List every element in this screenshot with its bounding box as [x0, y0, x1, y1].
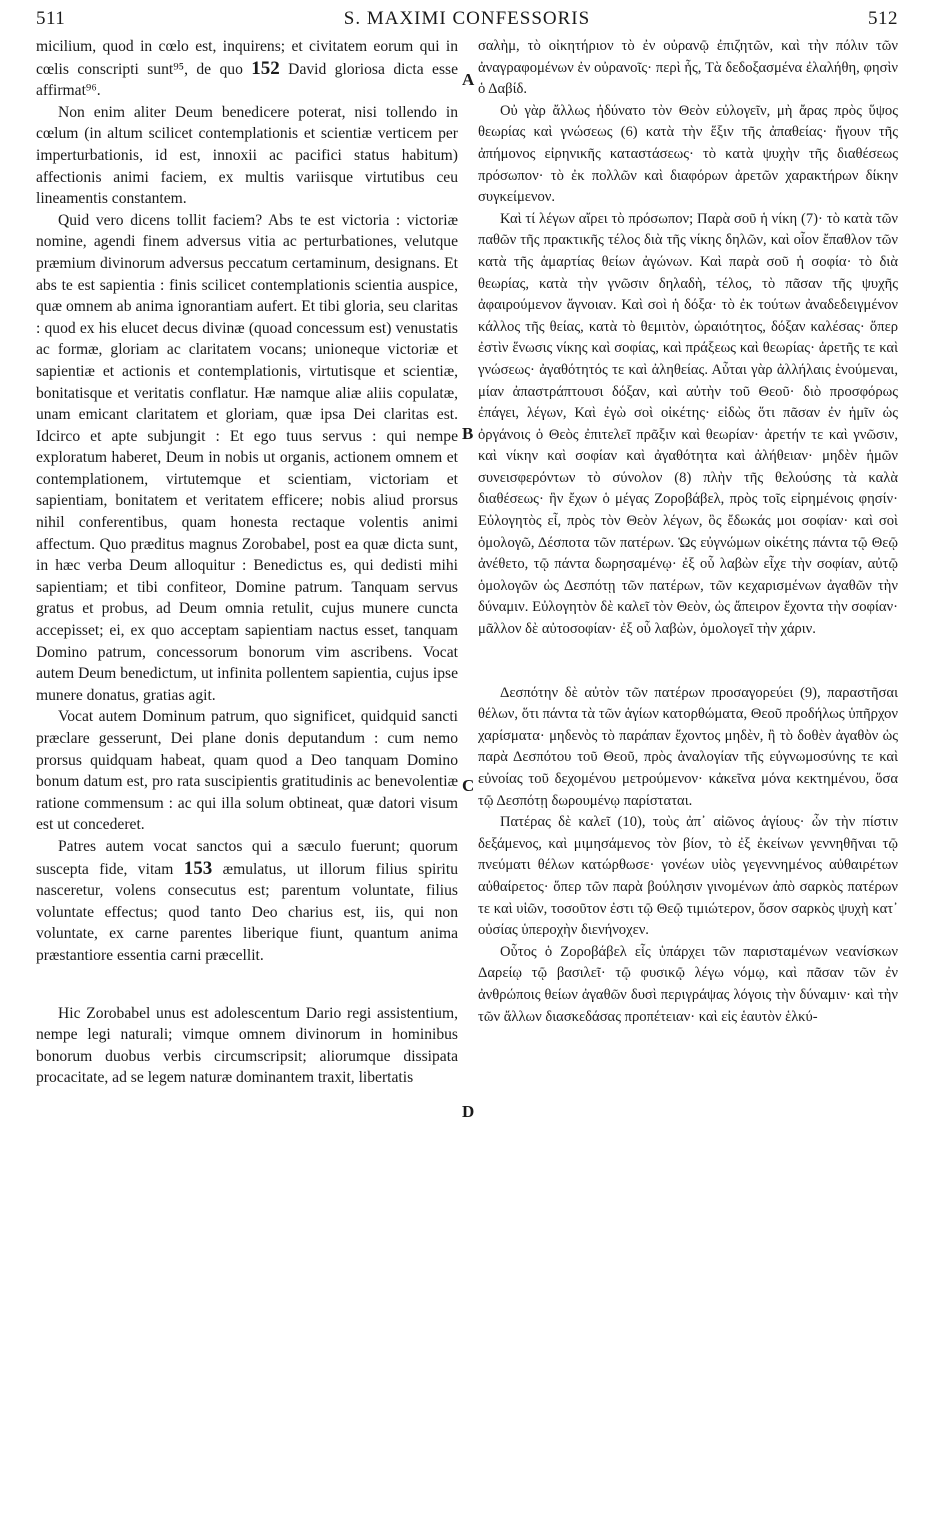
- margin-page-number-152: 152: [251, 57, 280, 79]
- greek-paragraph-5: Πατέρας δὲ καλεῖ (10), τοὺς ἀπ᾿ αἰῶνος ἁγίους· ὧν τὴν πίστιν δεξάμενος, καὶ μιμησάμενος τὸν βίον, τὸ ἐξ ἐκείνων γεννηθῆναι τῷ πνεύματι θέλων κατώρθωσε· γονέων υἱὸς γεγεννημένος αὐθαιρέτων αὐθαίρετος· ὅπερ τῶν παρὰ βούλησιν γινομένων ἀπὸ σαρκὸς πατέρων τε καὶ υἱῶν, τοσοῦτον ἐστι τῷ Θεῷ τιμιώτερον, ὅσον σαρκὸς ψυχὴ κατ᾿ οὐσίας ὑπεροχὴν διενήνοχεν.: [478, 814, 898, 939]
- section-marker-a: A: [462, 70, 475, 89]
- section-marker-c: C: [462, 776, 475, 795]
- page-title: S. MAXIMI CONFESSORIS: [343, 8, 591, 29]
- latin-paragraph-1: micilium, quod in cœlo est, inquirens; et civitatem eorum qui in cœlis conscripti sunt⁹⁵, de quo 152 David gloriosa dicta esse affirmat⁹⁶.: [36, 38, 458, 100]
- section-marker-d: D: [462, 1102, 475, 1121]
- latin-paragraph-3: Quid vero dicens tollit faciem? Abs te est victoria : victoriæ nomine, agendi finem adversus vitia ac perturbationes, velutque præmium divinorum adversus peccatum certaminum, designans. Et abs te est sapientia : finis scilicet contemplationis scientia auspice, quæ omnem ab anima ignorantiam aufert. Et tibi gloria, seu claritas : quod ex his elucet decus divinæ (quoad concessum est) venustatis ac formæ, gloriam ac claritatem vocans; unioneque victoriæ et sapientiæ et actionis et contemplationis, virtutisque et scientiæ, bonitatisque et veritatis conflatur. Hæ namque aliæ aliis copulatæ, unam emicant claritatem et gloriam, quæ ipsa Dei claritas est. Idcirco et apte subjungit : Et ego tuus servus : qui nempe exploratum haberet, Deum in nobis ut organis, actionem omnem et contemplationem, virtutemque et scientiam, victoriam et sapientiam, bonitatem et veritatem efficere; nobis aliud prorsus nihil conferentibus, quam honesta rectaque volentis animi affectum. Quo præditus magnus Zorobabel, post ea quæ dicta sunt, in hæc verba Deum alloquitur : Benedictus es, qui dedisti mihi sapientiam; et tibi confiteor, Domine patrum. Tanquam servus gratus et probus, ad Deum omnia retulit, cujus munere cuncta accepisset; ei, ex quo acceptam sapientiam nactus esset, tanquam Domino patrum, concessorum bonorum vim ascribens. Vocat autem Deum benedictum, ut infinita pollentem sapientia, cujus ipse munere donatus, gratias agit.: [36, 211, 458, 704]
- paragraph-gap: [478, 641, 898, 683]
- page-number-right: 512: [868, 8, 898, 29]
- latin-paragraph-6: Hic Zorobabel unus est adolescentum Dario regi assistentium, nempe legi naturali; vimque omnem divinorum in hominibus bonorum duobus verbis circumscripsit; aliorumque dissipata procacitate, ad se legem naturæ dominantem traxit, libertatis: [36, 1004, 458, 1087]
- latin-paragraph-4: Vocat autem Dominum patrum, quo significet, quidquid sancti præclare gesserunt, Dei plane donis deputandum : cum nemo prorsus quidquam habeat, quam quod a Deo tanquam Domino bonum datum est, pro rata suscipientis gratitudinis ac benevolentiæ ratione commensum : ac qui illa solum obtineat, quæ datori visum est ut concederet.: [36, 708, 458, 834]
- section-marker-b: B: [462, 424, 474, 443]
- page-number-left: 511: [36, 8, 66, 29]
- latin-paragraph-5: Patres autem vocat sanctos qui a sæculo fuerunt; quorum suscepta fide, vitam 153 æmulatus, ut illorum filius spiritu nasceretur, volens consecutus est; parentum voluntate, filius voluntate effectus; quod tanto Deo charius est, iis, qui non voluntate, ex carne parentes liberique fiunt, quantum anima præstantiore essentia carni præcellit.: [36, 837, 458, 964]
- paragraph-gap: [36, 967, 458, 1003]
- margin-page-number-153: 153: [183, 857, 213, 879]
- greek-paragraph-3: Καὶ τί λέγων αἴρει τὸ πρόσωπον; Παρὰ σοῦ ἡ νίκη (7)· τὸ κατὰ τῶν παθῶν τῆς πρακτικῆς τέλος διὰ τῆς νίκης δηλῶν, καὶ οἷον ἔπαθλον τῶν κατὰ τῆς ἁμαρτίας θείων ἀγώνων. Καὶ παρὰ σοῦ ἡ σοφία· τὸ διὰ θεωρίας, κατὰ τὴν γνῶσιν δηλαδὴ, τέλος, τὸ πᾶσαν τῆς ψυχῆς ἀφαιρούμενον ἄγνοιαν. Καὶ σοὶ ἡ δόξα· τὸ ἐκ τούτων ἀναδεδειγμένον κάλλος τῆς θείας, κατὰ τὸ θεμιτὸν, ὡραιότητος, δόξαν καλέσας· ὅπερ ἐστὶν ἕνωσις νίκης καὶ σοφίας, καὶ πράξεως καὶ θεωρίας· ἀρετῆς τε καὶ γνώσεως· ἀγαθότητός τε καὶ ἀληθείας. Αὗται γὰρ ἀλλήλαις ἑνούμεναι, μίαν ἀπαστράπτουσι δόξαν, καὶ αὐτὴν τοῦ Θεοῦ· διὸ προσφόρως ἐπάγει, λέγων, Καὶ ἐγὼ σοὶ οἰκέτης· εἰδὼς ὅτι πᾶσαν ἐν ἡμῖν ὡς ὀργάνοις ὁ Θεὸς ἐπιτελεῖ πρᾶξιν καὶ θεωρίαν· ἀρετήν τε καὶ γνῶσιν, καὶ νίκην καὶ σοφίαν καὶ ἀγαθότητα καὶ ἀλήθειαν· μηδὲν ἡμῶν συνεισφερόντων τὸ σύνολον (8) πλὴν τῆς θελούσης τὰ καλὰ διαθέσεως· ἣν ἔχων ὁ μέγας Ζοροβάβελ, πρὸς τοῖς εἰρημένοις φησίν· Εὐλογητὸς εἶ, πρὸς τὸν Θεὸν λέγων, ὃς ἔδωκάς μοι σοφίαν· καὶ σοὶ ὁμολογῶ, Δέσποτα τῶν πατέρων. Ὡς εὐγνώμων οἰκέτης πάντα τῷ Θεῷ ἀνέθετο, τῷ πάντα δωρησαμένῳ· ἐξ οὗ λαβὼν εἶχε τὴν σοφίαν, αὐτῷ ὁμολογῶν ὡς Δεσπότῃ τῶν πατέρων, τῶν κεχαρισμένων ἀγαθῶν τὴν δύναμιν. Εὐλογητὸν δὲ καλεῖ τὸν Θεὸν, ὡς ἄπειρον ἔχοντα τὴν σοφίαν· μᾶλλον δὲ αὐτοσοφίαν· ἐξ οὗ λαβὼν, ὁμολογεῖ τὴν χάριν.: [478, 210, 898, 638]
- greek-paragraph-1: σαλὴμ, τὸ οἰκητήριον τὸ ἐν οὐρανῷ ἐπιζητῶν, καὶ τὴν πόλιν τῶν ἀναγραφομένων ἐν οὐρανοῖς· περὶ ἧς, Τὰ δεδοξασμένα ἐλαλήθη, φησὶν ὁ Δαβίδ.: [478, 38, 898, 98]
- running-header: [36, 8, 898, 34]
- greek-paragraph-2: Οὐ γὰρ ἄλλως ἠδύνατο τὸν Θεὸν εὐλογεῖν, μὴ ἄρας πρὸς ὕψος θεωρίας καὶ γνώσεως (6) κατὰ τὴν ἕξιν τῆς ἀπαθείας· ἤγουν τῆς ἀπήμονος εἰρηνικῆς καταστάσεως· τὸ κατὰ ψυχὴν τῆς διαθέσεως πρόσωπον· τὸ ἐκ πολλῶν καὶ διαφόρων ἀρετῶν χαρακτήρων δίκην συγκείμενον.: [478, 102, 898, 206]
- latin-column: [36, 36, 458, 1089]
- greek-column: [478, 36, 898, 1028]
- latin-paragraph-2: Non enim aliter Deum benedicere poterat, nisi tollendo in cœlum (in altum scilicet contemplationis et scientiæ verticem per imperturbationis, id est, innoxii ac pacifici status habitum) affectionis animi faciem, ex multis variisque virtutibus ceu lineamentis constantem.: [36, 103, 458, 208]
- greek-paragraph-6: Οὗτος ὁ Ζοροβάβελ εἷς ὑπάρχει τῶν παρισταμένων νεανίσκων Δαρείῳ τῷ βασιλεῖ· τῷ φυσικῷ λέγω νόμῳ, καὶ πᾶσαν τῶν ἐν ἀνθρώποις θείων ἀγαθῶν δυσὶ περιγράψας λόγοις τὴν δύναμιν· καὶ τὴν τῶν ἄλλων διασκεδάσας προπέτειαν· καὶ εἰς ἑαυτὸν ἑλκύ-: [478, 943, 898, 1025]
- greek-paragraph-4: Δεσπότην δὲ αὐτὸν τῶν πατέρων προσαγορεύει (9), παραστῆσαι θέλων, ὅτι πάντα τὰ τῶν ἁγίων κατορθώματα, Θεοῦ προδήλως ὑπῆρχον χαρίσματα· μηδενὸς τὸ παράπαν ἔχοντος μηδὲν, ἢ τὸ δοθὲν ἀγαθὸν ὡς παρὰ Δεσπότου τοῦ Θεοῦ, πρὸς ἀναλογίαν τῆς εὐγνωμοσύνης τε καὶ εὐνοίας τοῦ δεχομένου μετρούμενον· κἀκεῖνα μόνα κεκτημένου, ὅσα τῷ Δεσπότῃ δωρουμένῳ παρίσταται.: [478, 684, 898, 809]
